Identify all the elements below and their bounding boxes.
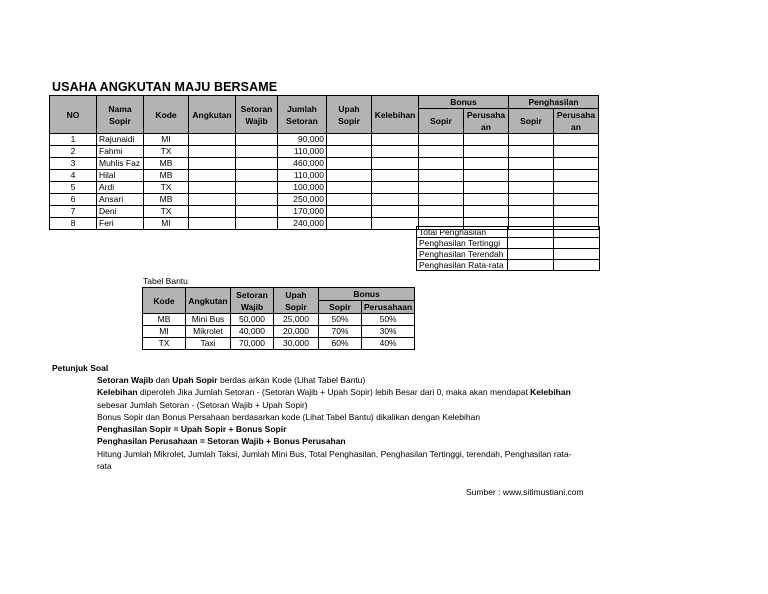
note-text: Kelebihan <box>530 387 571 398</box>
cell-no: 1 <box>50 134 97 146</box>
cell-jumlah-setoran: 90,000 <box>278 134 327 146</box>
helper-cell-setoran: 70,000 <box>231 338 274 350</box>
cell-kelebihan <box>372 206 419 218</box>
cell-penghasilan-sopir <box>509 206 554 218</box>
cell-bonus-sopir <box>419 146 464 158</box>
cell-bonus-sopir <box>419 170 464 182</box>
cell-upah-sopir <box>327 206 372 218</box>
summary-value <box>554 227 600 238</box>
helper-table-label: Tabel Bantu <box>143 276 188 286</box>
table-row <box>50 146 599 158</box>
summary-row <box>417 238 600 249</box>
helper-header-kode: Kode <box>143 288 186 314</box>
note-line: sebesar Jumlah Setoran - (Setoran Wajib + Upah Sopir) <box>97 399 308 410</box>
cell-setoran-wajib <box>236 170 278 182</box>
cell-upah-sopir <box>327 182 372 194</box>
cell-penghasilan-sopir <box>509 182 554 194</box>
header-no: NO <box>50 96 97 134</box>
cell-bonus-perusahaan <box>464 146 509 158</box>
header-bonus-perusahaan: Perusaha an <box>464 109 509 134</box>
header-jumlah-setoran: Jumlah Setoran <box>278 96 327 134</box>
cell-bonus-sopir <box>419 158 464 170</box>
cell-bonus-sopir <box>419 206 464 218</box>
cell-jumlah-setoran: 240,000 <box>278 218 327 230</box>
cell-setoran-wajib <box>236 158 278 170</box>
cell-bonus-sopir <box>419 182 464 194</box>
cell-upah-sopir <box>327 158 372 170</box>
cell-penghasilan-sopir <box>509 146 554 158</box>
notes-body <box>97 374 657 472</box>
helper-cell-sopir: 60% <box>319 338 362 350</box>
cell-angkutan <box>189 146 236 158</box>
notes-heading: Petunjuk Soal <box>52 363 109 373</box>
note-line: Bonus Sopir dan Bonus Persahaan berdasarkan kode (Lihat Tabel Bantu) dikalikan dengan Kelebihan <box>97 411 481 422</box>
helper-header-bonus-perusahaan: Perusahaan <box>362 301 415 314</box>
header-penghasilan-sopir: Sopir <box>509 109 554 134</box>
note-line <box>97 374 657 386</box>
cell-angkutan <box>189 182 236 194</box>
cell-kode: MI <box>144 218 189 230</box>
helper-cell-setoran: 50,000 <box>231 314 274 326</box>
cell-kode: MI <box>144 134 189 146</box>
cell-kode: MB <box>144 170 189 182</box>
table-row <box>143 314 415 326</box>
cell-bonus-perusahaan <box>464 206 509 218</box>
cell-penghasilan-perusahaan <box>554 170 599 182</box>
cell-bonus-sopir <box>419 134 464 146</box>
table-row <box>50 206 599 218</box>
helper-cell-kode: MB <box>143 314 186 326</box>
cell-nama: Hilal <box>97 170 144 182</box>
note-line <box>97 386 657 398</box>
helper-cell-angkutan: Mini Bus <box>186 314 231 326</box>
cell-penghasilan-sopir <box>509 158 554 170</box>
summary-label-total: Total Penghasilan <box>417 227 508 238</box>
cell-kelebihan <box>372 158 419 170</box>
header-nama-sopir: Nama Sopir <box>97 96 144 134</box>
header-kode: Kode <box>144 96 189 134</box>
helper-cell-angkutan: Mikrolet <box>186 326 231 338</box>
cell-nama: Deni <box>97 206 144 218</box>
note-text: Upah Sopir <box>172 375 218 385</box>
cell-bonus-perusahaan <box>464 158 509 170</box>
note-line: Penghasilan Sopir = Upah Sopir + Bonus Sopir <box>97 424 287 435</box>
cell-jumlah-setoran: 170,000 <box>278 206 327 218</box>
main-table <box>49 95 599 230</box>
cell-setoran-wajib <box>236 134 278 146</box>
cell-penghasilan-perusahaan <box>554 182 599 194</box>
summary-label-tertinggi: Penghasilan Tertinggi <box>417 238 508 249</box>
cell-kelebihan <box>372 182 419 194</box>
helper-header-upah-sopir: Upah Sopir <box>274 288 319 314</box>
cell-penghasilan-perusahaan <box>554 134 599 146</box>
cell-jumlah-setoran: 110,000 <box>278 146 327 158</box>
summary-value <box>508 238 554 249</box>
cell-jumlah-setoran: 110,000 <box>278 170 327 182</box>
cell-penghasilan-sopir <box>509 134 554 146</box>
cell-kode: MB <box>144 158 189 170</box>
cell-setoran-wajib <box>236 194 278 206</box>
cell-penghasilan-sopir <box>509 170 554 182</box>
summary-value <box>554 238 600 249</box>
note-text: dan <box>153 375 173 385</box>
cell-angkutan <box>189 170 236 182</box>
helper-cell-upah: 20,000 <box>274 326 319 338</box>
helper-header-bonus-sopir: Sopir <box>319 301 362 314</box>
summary-value <box>508 227 554 238</box>
cell-nama: Rajunaidi <box>97 134 144 146</box>
source-credit: Sumber : www.sitimustiani.com <box>466 487 584 497</box>
cell-angkutan <box>189 134 236 146</box>
summary-label-rata-rata: Penghasilan Rata-rata <box>417 260 508 271</box>
cell-no: 5 <box>50 182 97 194</box>
note-line: Hitung Jumlah Mikrolet, Jumlah Taksi, Jumlah Mini Bus, Total Penghasilan, Penghasilan Tertinggi, terendah, Penghasilan rata- <box>97 448 572 459</box>
summary-row <box>417 227 600 238</box>
cell-bonus-perusahaan <box>464 182 509 194</box>
note-line: Penghasilan Perusahaan = Setoran Wajib + Bonus Perusahan <box>97 436 346 447</box>
helper-cell-sopir: 70% <box>319 326 362 338</box>
cell-nama: Ardi <box>97 182 144 194</box>
cell-kelebihan <box>372 170 419 182</box>
table-row <box>143 338 415 350</box>
summary-row <box>417 260 600 271</box>
note-text: Kelebihan <box>97 387 138 398</box>
table-row <box>143 326 415 338</box>
header-penghasilan-perusahaan: Perusaha an <box>554 109 599 134</box>
helper-cell-perusahaan: 50% <box>362 314 415 326</box>
cell-no: 2 <box>50 146 97 158</box>
cell-kelebihan <box>372 194 419 206</box>
helper-cell-upah: 30,000 <box>274 338 319 350</box>
cell-bonus-perusahaan <box>464 170 509 182</box>
helper-cell-upah: 25,000 <box>274 314 319 326</box>
header-upah-sopir: Upah Sopir <box>327 96 372 134</box>
cell-angkutan <box>189 158 236 170</box>
cell-no: 8 <box>50 218 97 230</box>
helper-cell-setoran: 40,000 <box>231 326 274 338</box>
header-penghasilan: Penghasilan <box>509 96 599 109</box>
cell-nama: Feri <box>97 218 144 230</box>
cell-kode: MB <box>144 194 189 206</box>
cell-setoran-wajib <box>236 218 278 230</box>
cell-setoran-wajib <box>236 182 278 194</box>
summary-label-terendah: Penghasilan Terendah <box>417 249 508 260</box>
note-text: berdas arkan Kode (Lihat Tabel Bantu) <box>217 375 366 385</box>
cell-upah-sopir <box>327 194 372 206</box>
cell-upah-sopir <box>327 170 372 182</box>
table-row <box>50 158 599 170</box>
header-angkutan: Angkutan <box>189 96 236 134</box>
helper-cell-perusahaan: 40% <box>362 338 415 350</box>
cell-bonus-perusahaan <box>464 194 509 206</box>
cell-jumlah-setoran: 100,000 <box>278 182 327 194</box>
note-text: diperoleh Jika Jumlah Setoran - (Setoran Wajib + Upah Sopir) lebih Besar dari 0, maka akan mendapat <box>137 387 531 398</box>
cell-kode: TX <box>144 206 189 218</box>
cell-setoran-wajib <box>236 146 278 158</box>
table-row <box>50 170 599 182</box>
cell-no: 4 <box>50 170 97 182</box>
summary-table <box>416 226 600 271</box>
header-kelebihan: Kelebihan <box>372 96 419 134</box>
helper-header-bonus: Bonus <box>319 288 415 301</box>
helper-table <box>142 287 415 350</box>
header-bonus-sopir: Sopir <box>419 109 464 134</box>
helper-cell-angkutan: Taxi <box>186 338 231 350</box>
cell-penghasilan-perusahaan <box>554 146 599 158</box>
cell-bonus-perusahaan <box>464 134 509 146</box>
cell-setoran-wajib <box>236 206 278 218</box>
cell-penghasilan-perusahaan <box>554 158 599 170</box>
note-line: rata <box>97 461 112 472</box>
summary-value <box>508 260 554 271</box>
cell-bonus-sopir <box>419 194 464 206</box>
table-row <box>50 134 599 146</box>
cell-nama: Ansari <box>97 194 144 206</box>
cell-jumlah-setoran: 250,000 <box>278 194 327 206</box>
helper-cell-sopir: 50% <box>319 314 362 326</box>
cell-upah-sopir <box>327 146 372 158</box>
cell-no: 6 <box>50 194 97 206</box>
cell-no: 7 <box>50 206 97 218</box>
cell-penghasilan-sopir <box>509 194 554 206</box>
cell-upah-sopir <box>327 218 372 230</box>
helper-cell-kode: MI <box>143 326 186 338</box>
cell-upah-sopir <box>327 134 372 146</box>
cell-kelebihan <box>372 146 419 158</box>
table-row <box>50 194 599 206</box>
cell-angkutan <box>189 194 236 206</box>
cell-kode: TX <box>144 146 189 158</box>
helper-header-setoran-wajib: Setoran Wajib <box>231 288 274 314</box>
summary-row <box>417 249 600 260</box>
summary-value <box>508 249 554 260</box>
cell-nama: Fahmi <box>97 146 144 158</box>
sheet-title: USAHA ANGKUTAN MAJU BERSAME <box>52 80 278 94</box>
header-setoran-wajib: Setoran Wajib <box>236 96 278 134</box>
cell-angkutan <box>189 206 236 218</box>
cell-jumlah-setoran: 460,000 <box>278 158 327 170</box>
header-bonus: Bonus <box>419 96 509 109</box>
table-row <box>50 182 599 194</box>
helper-header-angkutan: Angkutan <box>186 288 231 314</box>
cell-penghasilan-perusahaan <box>554 206 599 218</box>
summary-value <box>554 249 600 260</box>
cell-no: 3 <box>50 158 97 170</box>
cell-penghasilan-perusahaan <box>554 194 599 206</box>
note-text: Setoran Wajib <box>97 375 154 385</box>
cell-nama: Muhlis Faz <box>97 158 144 170</box>
helper-cell-perusahaan: 30% <box>362 326 415 338</box>
helper-cell-kode: TX <box>143 338 186 350</box>
cell-kelebihan <box>372 134 419 146</box>
summary-value <box>554 260 600 271</box>
cell-kode: TX <box>144 182 189 194</box>
cell-kelebihan <box>372 218 419 230</box>
cell-angkutan <box>189 218 236 230</box>
